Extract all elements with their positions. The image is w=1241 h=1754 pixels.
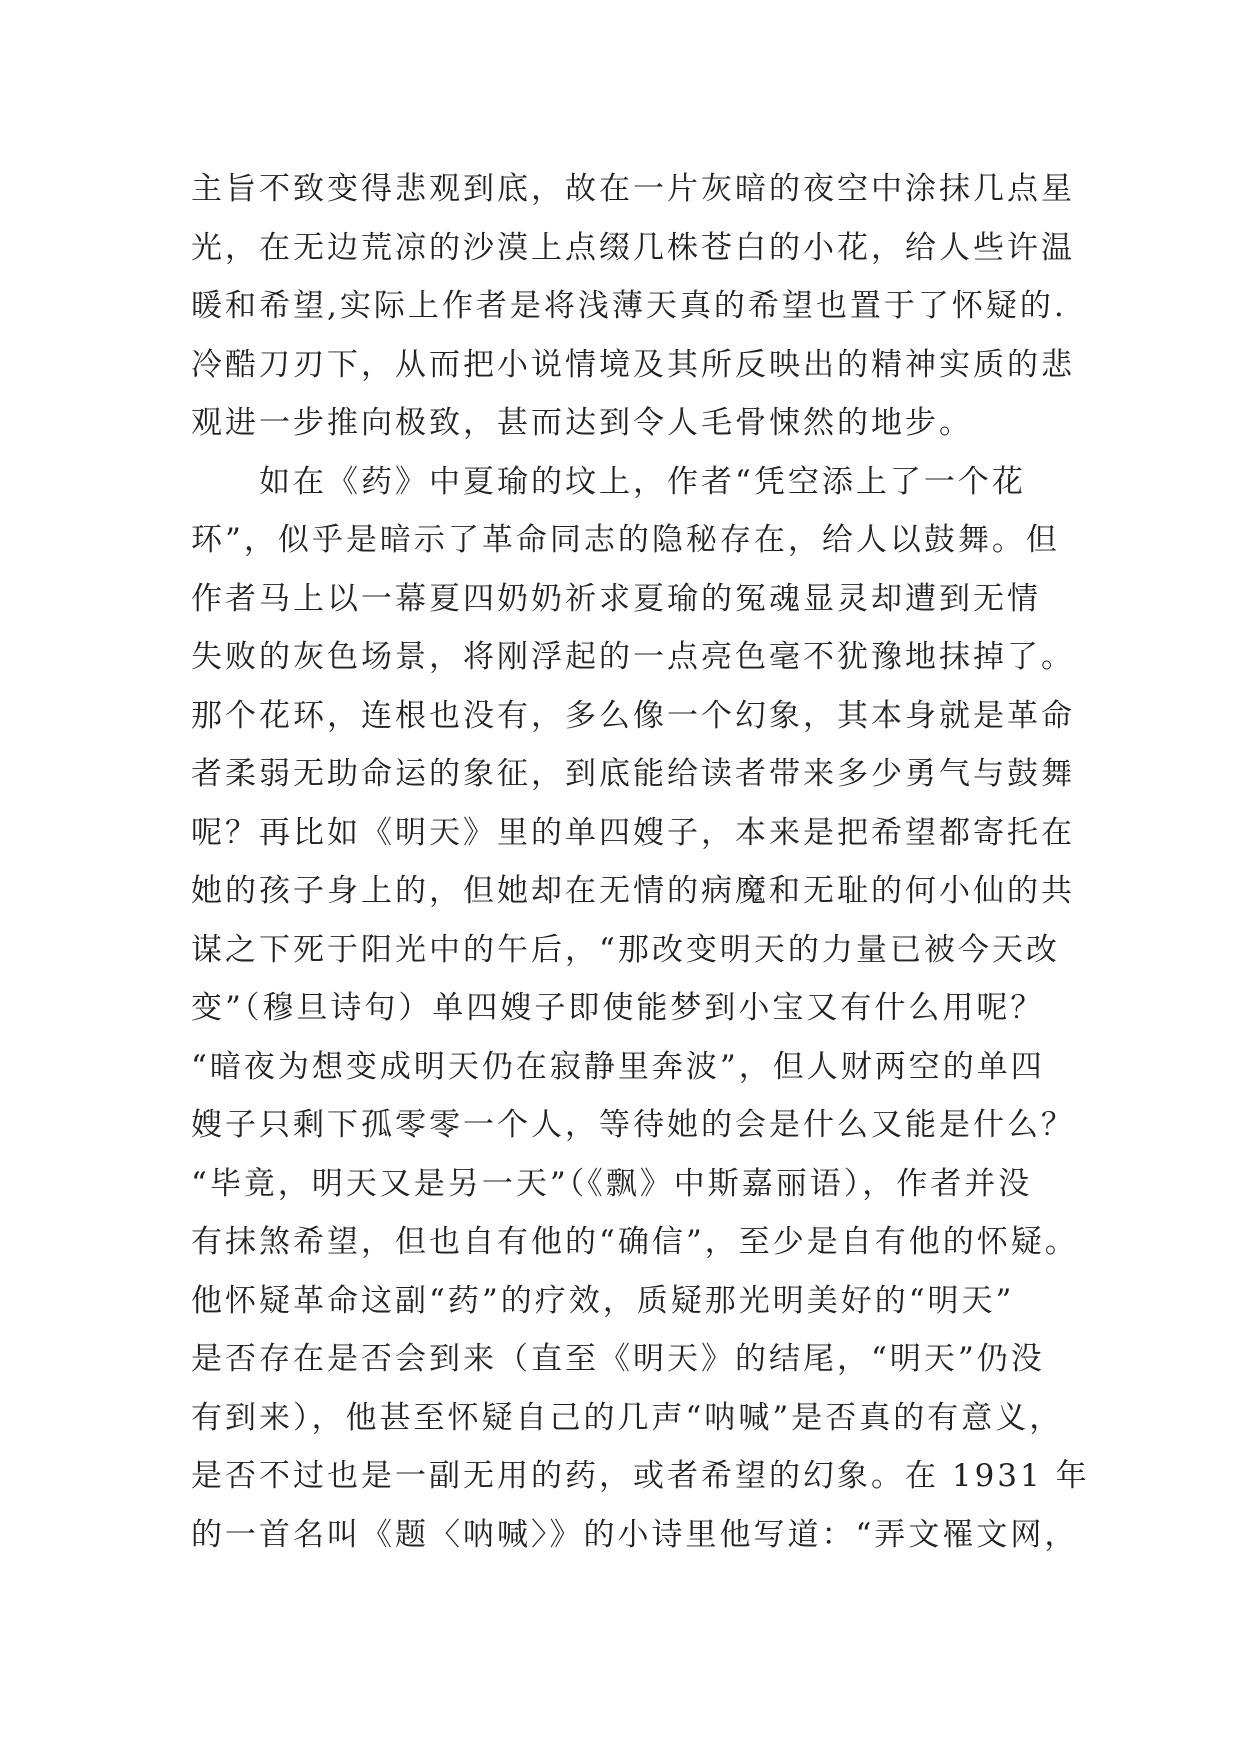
- body-text: [191, 160, 1090, 1564]
- text-line: 暖和希望,实际上作者是将浅薄天真的希望也置于了怀疑的.: [191, 288, 1067, 324]
- text-line: 谋之下死于阳光中的午后，“那改变明天的力量已被今天改: [191, 931, 1060, 968]
- text-line: “暗夜为想变成明天仍在寂静里奔波”，但人财两空的单四: [191, 1048, 1045, 1085]
- text-line: 是否不过也是一副无用的药，或者希望的幻象。在 1931 年: [191, 1458, 1090, 1494]
- text-line: 嫂子只剩下孤零零一个人，等待她的会是什么又能是什么？: [191, 1107, 1075, 1143]
- text-line: 是否存在是否会到来（直至《明天》的结尾，“明天”仍没: [191, 1341, 1045, 1377]
- text-line: 他怀疑革命这副“药”的疗效，质疑那光明美好的“明天”: [191, 1282, 1015, 1319]
- text-line: 有抹煞希望，但也自有他的“确信”，至少是自有他的怀疑。: [191, 1224, 1079, 1260]
- text-line: 那个花环，连根也没有，多么像一个幻象，其本身就是革命: [191, 697, 1075, 734]
- text-line: 变”（穆旦诗句）单四嫂子即使能梦到小宝又有什么用呢？: [191, 990, 1045, 1026]
- text-line: 者柔弱无助命运的象征，到底能给读者带来多少勇气与鼓舞: [191, 756, 1075, 792]
- text-line: 如在《药》中夏瑜的坟上，作者“凭空添上了一个花: [191, 463, 1026, 500]
- text-line: 失败的灰色场景，将刚浮起的一点亮色毫不犹豫地抹掉了。: [191, 639, 1075, 675]
- text-line: 呢？再比如《明天》里的单四嫂子，本来是把希望都寄托在: [191, 814, 1075, 851]
- text-line: 环”，似乎是暗示了革命同志的隐秘存在，给人以鼓舞。但: [191, 522, 1060, 558]
- text-line: 光，在无边荒凉的沙漠上点缀几株苍白的小花，给人些许温: [191, 229, 1075, 266]
- text-line: 冷酷刀刃下，从而把小说情境及其所反映出的精神实质的悲: [191, 346, 1075, 383]
- text-line: 主旨不致变得悲观到底，故在一片灰暗的夜空中涂抹几点星: [191, 171, 1075, 207]
- text-line: “毕竟，明天又是另一天”（《飘》中斯嘉丽语），作者并没: [191, 1165, 1033, 1202]
- text-line: 观进一步推向极致，甚而达到令人毛骨悚然的地步。: [191, 405, 973, 441]
- text-line: 有到来），他甚至怀疑自己的几声“呐喊”是否真的有意义，: [191, 1399, 1064, 1436]
- text-line: 作者马上以一幕夏四奶奶祈求夏瑜的冤魂显灵却遭到无情: [191, 580, 1041, 617]
- text-line: 的一首名叫《题〈呐喊〉》的小诗里他写道：“弄文罹文网，: [191, 1516, 1079, 1553]
- text-line: 她的孩子身上的，但她却在无情的病魔和无耻的何小仙的共: [191, 873, 1075, 909]
